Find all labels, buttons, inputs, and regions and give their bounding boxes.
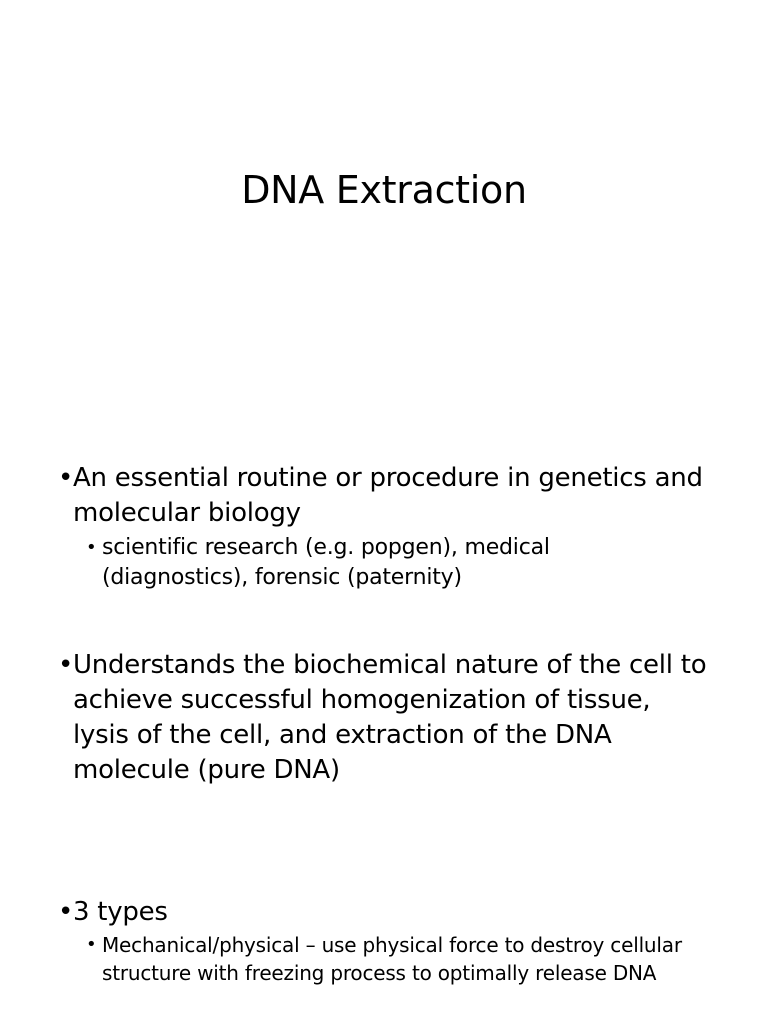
bullet-glyph: • [58, 463, 74, 493]
bullet-text: An essential routine or procedure in genetics and molecular biology [73, 463, 703, 528]
sub-bullet-glyph: • [86, 934, 97, 955]
bullet-item-3 [0, 895, 768, 987]
bullet-main-3 [0, 895, 768, 930]
sub-bullet-1-1 [0, 533, 768, 593]
bullet-item-1 [0, 461, 768, 593]
bullet-glyph: • [58, 897, 74, 927]
slide-title: DNA Extraction [241, 168, 527, 212]
bullet-glyph: • [58, 650, 74, 680]
sub-bullet-text: Mechanical/physical – use physical force to destroy cellular structure with freezing process to optimally release DNA [102, 933, 682, 985]
bullet-main-2 [0, 648, 768, 788]
bullet-main-1 [0, 461, 768, 531]
bullet-item-2 [0, 648, 768, 788]
sub-bullet-3-1 [0, 931, 768, 987]
bullet-text: Understands the biochemical nature of the cell to achieve successful homogenization of tissue, lysis of the cell, and extraction of the DNA molecule (pure DNA) [73, 650, 707, 785]
sub-bullet-text: scientific research (e.g. popgen), medical (diagnostics), forensic (paternity) [102, 535, 550, 590]
sub-bullet-glyph: • [86, 537, 97, 558]
bullet-text: 3 types [73, 897, 168, 927]
